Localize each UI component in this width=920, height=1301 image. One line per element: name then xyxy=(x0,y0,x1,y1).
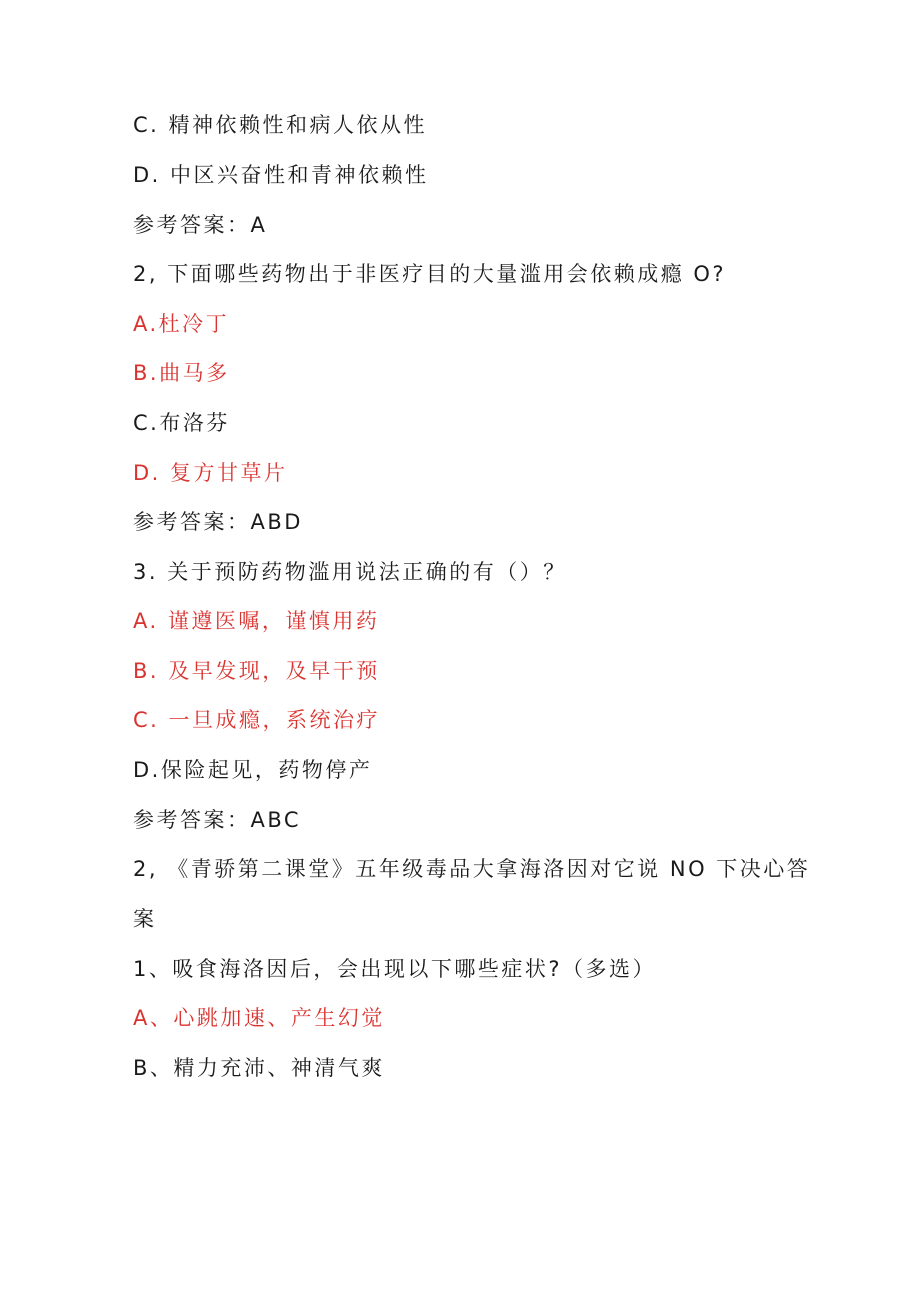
answer-line: 参考答案：A xyxy=(133,213,268,237)
section-heading-continuation: 案 xyxy=(133,907,157,931)
section-heading-line: 2, 《青骄第二课堂》五年级毒品大拿海洛因对它说 NO 下决心答 xyxy=(133,857,811,881)
option-b-line: B、精力充沛、神清气爽 xyxy=(133,1056,385,1080)
answer-line: 参考答案：ABC xyxy=(133,808,302,832)
option-b-line: B. 及早发现，及早干预 xyxy=(133,659,380,683)
question-1-line: 1、吸食海洛因后，会出现以下哪些症状?（多选） xyxy=(133,957,657,981)
question-3-line: 3. 关于预防药物滥用说法正确的有（）？ xyxy=(133,560,567,584)
option-a-line: A. 谨遵医嘱，谨慎用药 xyxy=(133,609,380,633)
option-a-line: A.杜冷丁 xyxy=(133,312,230,336)
option-a-line: A、心跳加速、产生幻觉 xyxy=(133,1006,385,1030)
question-2-line: 2, 下面哪些药物出于非医疗目的大量滥用会依赖成瘾 O? xyxy=(133,262,727,286)
option-c-line: C.布洛芬 xyxy=(133,411,230,435)
option-d-line: D. 复方甘草片 xyxy=(133,461,288,485)
option-d-line: D. 中区兴奋性和青神依赖性 xyxy=(133,163,429,187)
option-b-line: B.曲马多 xyxy=(133,361,230,385)
answer-line: 参考答案：ABD xyxy=(133,510,303,534)
option-d-line: D.保险起见，药物停产 xyxy=(133,758,373,782)
option-c-line: C. 一旦成瘾，系统治疗 xyxy=(133,708,381,732)
option-c-line: C. 精神依赖性和病人依从性 xyxy=(133,113,428,137)
